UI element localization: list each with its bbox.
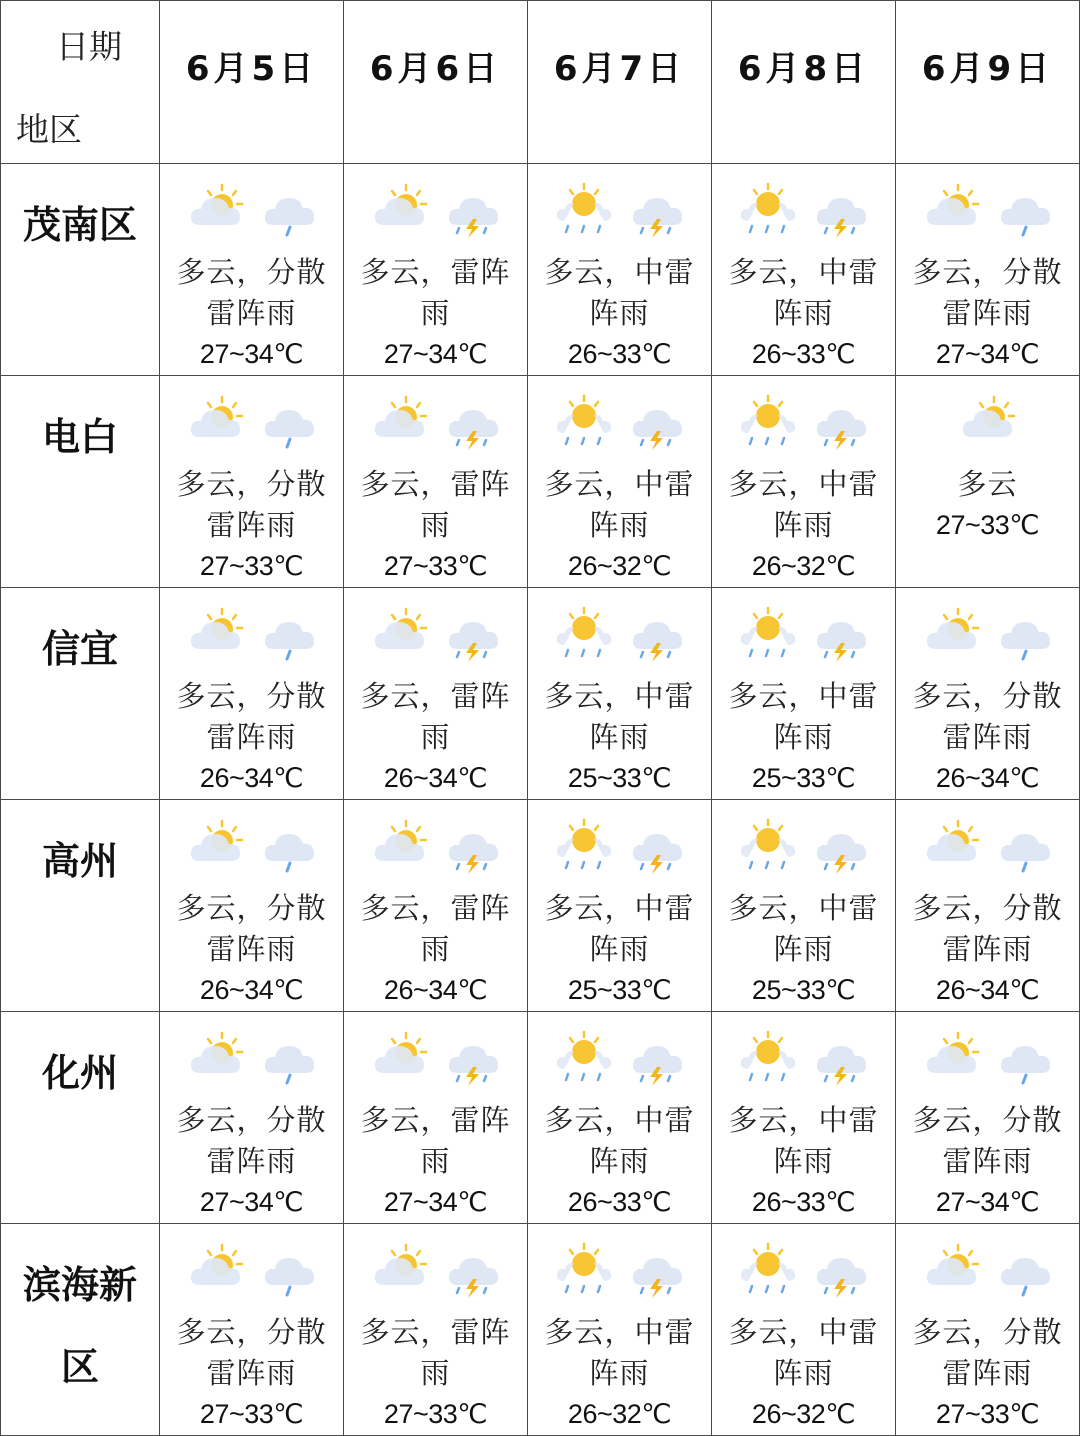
date-label: 6月8日	[737, 49, 870, 89]
partly-cloudy-icon	[922, 1029, 982, 1087]
temperature-range: 27~33℃	[383, 1399, 488, 1429]
weather-description: 多云，中雷阵雨	[544, 891, 695, 966]
date-label: 6月9日	[921, 49, 1054, 89]
temperature-range: 25~33℃	[567, 975, 672, 1005]
weather-description: 多云，分散雷阵雨	[912, 255, 1063, 330]
region-cell	[1, 1224, 160, 1436]
partly-cloudy-icon	[370, 181, 430, 239]
weather-description: 多云，中雷阵雨	[728, 679, 879, 754]
weather-description: 多云，中雷阵雨	[728, 891, 879, 966]
thunderstorm-icon	[628, 1241, 686, 1299]
forecast-cell	[344, 800, 528, 1012]
temperature-range: 26~32℃	[751, 1399, 856, 1429]
temperature-range: 26~32℃	[567, 1399, 672, 1429]
forecast-cell	[896, 1224, 1080, 1436]
forecast-cell	[528, 164, 712, 376]
weather-description: 多云	[957, 467, 1018, 501]
thunderstorm-icon	[812, 1029, 870, 1087]
temperature-range: 27~33℃	[935, 510, 1040, 540]
weather-description: 多云，雷阵雨	[360, 679, 511, 754]
weather-icons	[344, 1024, 527, 1092]
weather-icons	[344, 812, 527, 880]
weather-icons	[528, 388, 711, 456]
weather-icons	[712, 600, 895, 668]
date-header-cell	[160, 1, 344, 164]
weather-icons	[712, 812, 895, 880]
forecast-cell	[160, 1224, 344, 1436]
sun-rain-icon	[738, 605, 798, 663]
temperature-range: 26~34℃	[383, 975, 488, 1005]
rain-cloud-icon	[996, 605, 1054, 663]
thunderstorm-icon	[812, 605, 870, 663]
region-row	[1, 376, 1080, 588]
partly-cloudy-icon	[370, 605, 430, 663]
weather-description: 多云，中雷阵雨	[544, 255, 695, 330]
weather-description: 多云，分散雷阵雨	[912, 1315, 1063, 1390]
region-name: 化州	[41, 1050, 118, 1095]
weather-icons	[344, 176, 527, 244]
weather-description: 多云，中雷阵雨	[728, 255, 879, 330]
thunderstorm-icon	[444, 605, 502, 663]
weather-description: 多云，分散雷阵雨	[176, 679, 327, 754]
forecast-cell	[528, 800, 712, 1012]
weather-description: 多云，分散雷阵雨	[176, 467, 327, 542]
partly-cloudy-icon	[922, 605, 982, 663]
temperature-range: 27~34℃	[199, 339, 304, 369]
date-axis-label: 日期	[56, 27, 122, 66]
forecast-cell	[160, 376, 344, 588]
rain-cloud-icon	[260, 1241, 318, 1299]
date-header-cell	[712, 1, 896, 164]
sun-rain-icon	[738, 393, 798, 451]
temperature-range: 25~33℃	[751, 975, 856, 1005]
partly-cloudy-icon	[370, 1029, 430, 1087]
thunderstorm-icon	[812, 1241, 870, 1299]
thunderstorm-icon	[444, 393, 502, 451]
thunderstorm-icon	[628, 181, 686, 239]
region-cell	[1, 1012, 160, 1224]
date-label: 6月6日	[369, 49, 502, 89]
date-header-cell	[528, 1, 712, 164]
forecast-cell	[160, 1012, 344, 1224]
rain-cloud-icon	[996, 1241, 1054, 1299]
partly-cloudy-icon	[186, 605, 246, 663]
forecast-cell	[344, 588, 528, 800]
weather-description: 多云，雷阵雨	[360, 1315, 511, 1390]
forecast-cell	[160, 164, 344, 376]
weather-icons	[896, 1236, 1079, 1304]
temperature-range: 26~32℃	[567, 551, 672, 581]
temperature-range: 26~33℃	[567, 1187, 672, 1217]
thunderstorm-icon	[628, 605, 686, 663]
weather-icons	[160, 176, 343, 244]
weather-icons	[160, 1024, 343, 1092]
weather-icons	[160, 1236, 343, 1304]
weather-icons	[344, 388, 527, 456]
forecast-cell	[896, 1012, 1080, 1224]
thunderstorm-icon	[628, 1029, 686, 1087]
region-cell	[1, 376, 160, 588]
region-cell	[1, 800, 160, 1012]
region-axis-label: 地区	[16, 110, 82, 149]
forecast-cell	[712, 1012, 896, 1224]
partly-cloudy-icon	[186, 817, 246, 875]
region-cell	[1, 588, 160, 800]
temperature-range: 26~33℃	[751, 1187, 856, 1217]
sun-rain-icon	[738, 1029, 798, 1087]
forecast-cell	[344, 164, 528, 376]
partly-cloudy-icon	[186, 181, 246, 239]
forecast-cell	[528, 588, 712, 800]
temperature-range: 27~33℃	[199, 1399, 304, 1429]
forecast-cell	[712, 1224, 896, 1436]
thunderstorm-icon	[628, 817, 686, 875]
forecast-cell	[344, 376, 528, 588]
temperature-range: 27~34℃	[935, 1187, 1040, 1217]
forecast-cell	[896, 376, 1080, 588]
weather-icons	[528, 600, 711, 668]
weather-icons	[712, 388, 895, 456]
weather-description: 多云，中雷阵雨	[544, 1315, 695, 1390]
weather-description: 多云，分散雷阵雨	[176, 255, 327, 330]
weather-description: 多云，分散雷阵雨	[176, 891, 327, 966]
temperature-range: 27~33℃	[935, 1399, 1040, 1429]
thunderstorm-icon	[444, 817, 502, 875]
weather-icons	[160, 812, 343, 880]
temperature-range: 27~34℃	[383, 1187, 488, 1217]
weather-icons	[528, 812, 711, 880]
weather-description: 多云，雷阵雨	[360, 891, 511, 966]
partly-cloudy-icon	[186, 1241, 246, 1299]
forecast-cell	[160, 588, 344, 800]
rain-cloud-icon	[260, 393, 318, 451]
temperature-range: 25~33℃	[751, 763, 856, 793]
corner-cell	[1, 1, 160, 164]
partly-cloudy-icon	[958, 393, 1018, 451]
region-name: 信宜	[41, 626, 118, 671]
rain-cloud-icon	[996, 817, 1054, 875]
forecast-cell	[896, 800, 1080, 1012]
temperature-range: 26~33℃	[567, 339, 672, 369]
temperature-range: 26~34℃	[199, 975, 304, 1005]
weather-icons	[712, 176, 895, 244]
date-header-cell	[896, 1, 1080, 164]
sun-rain-icon	[554, 393, 614, 451]
partly-cloudy-icon	[922, 1241, 982, 1299]
sun-rain-icon	[554, 1241, 614, 1299]
partly-cloudy-icon	[186, 393, 246, 451]
sun-rain-icon	[738, 181, 798, 239]
weather-description: 多云，分散雷阵雨	[912, 891, 1063, 966]
weather-icons	[344, 1236, 527, 1304]
thunderstorm-icon	[444, 1241, 502, 1299]
weather-icons	[160, 388, 343, 456]
weather-description: 多云，中雷阵雨	[544, 467, 695, 542]
weather-description: 多云，中雷阵雨	[544, 1103, 695, 1178]
region-cell	[1, 164, 160, 376]
thunderstorm-icon	[444, 181, 502, 239]
weather-description: 多云，雷阵雨	[360, 1103, 511, 1178]
weather-description: 多云，分散雷阵雨	[176, 1103, 327, 1178]
region-row	[1, 588, 1080, 800]
weather-description: 多云，中雷阵雨	[728, 467, 879, 542]
thunderstorm-icon	[812, 393, 870, 451]
weather-icons	[160, 600, 343, 668]
weather-icons	[896, 1024, 1079, 1092]
forecast-cell	[712, 376, 896, 588]
temperature-range: 26~34℃	[935, 763, 1040, 793]
forecast-cell	[712, 588, 896, 800]
partly-cloudy-icon	[922, 817, 982, 875]
region-row	[1, 800, 1080, 1012]
sun-rain-icon	[554, 1029, 614, 1087]
weather-icons	[896, 388, 1079, 456]
region-name: 茂南区	[22, 202, 137, 247]
rain-cloud-icon	[996, 1029, 1054, 1087]
weather-description: 多云，雷阵雨	[360, 255, 511, 330]
weather-icons	[528, 1024, 711, 1092]
forecast-cell	[528, 376, 712, 588]
rain-cloud-icon	[260, 1029, 318, 1087]
weather-icons	[896, 600, 1079, 668]
temperature-range: 27~34℃	[383, 339, 488, 369]
weather-description: 多云，分散雷阵雨	[176, 1315, 327, 1390]
sun-rain-icon	[554, 817, 614, 875]
temperature-range: 27~33℃	[383, 551, 488, 581]
partly-cloudy-icon	[370, 817, 430, 875]
weather-description: 多云，中雷阵雨	[544, 679, 695, 754]
forecast-cell	[896, 588, 1080, 800]
forecast-cell	[712, 800, 896, 1012]
weather-icons	[896, 812, 1079, 880]
temperature-range: 26~34℃	[199, 763, 304, 793]
weather-description: 多云，中雷阵雨	[728, 1103, 879, 1178]
forecast-cell	[528, 1224, 712, 1436]
partly-cloudy-icon	[186, 1029, 246, 1087]
partly-cloudy-icon	[922, 181, 982, 239]
temperature-range: 26~32℃	[751, 551, 856, 581]
temperature-range: 27~34℃	[199, 1187, 304, 1217]
forecast-cell	[160, 800, 344, 1012]
rain-cloud-icon	[996, 181, 1054, 239]
temperature-range: 27~34℃	[935, 339, 1040, 369]
date-label: 6月5日	[185, 49, 318, 89]
temperature-range: 26~34℃	[935, 975, 1040, 1005]
thunderstorm-icon	[444, 1029, 502, 1087]
temperature-range: 27~33℃	[199, 551, 304, 581]
partly-cloudy-icon	[370, 393, 430, 451]
temperature-range: 25~33℃	[567, 763, 672, 793]
weather-icons	[528, 176, 711, 244]
weather-description: 多云，分散雷阵雨	[912, 679, 1063, 754]
rain-cloud-icon	[260, 181, 318, 239]
sun-rain-icon	[554, 605, 614, 663]
rain-cloud-icon	[260, 605, 318, 663]
region-row	[1, 1012, 1080, 1224]
temperature-range: 26~33℃	[751, 339, 856, 369]
sun-rain-icon	[554, 181, 614, 239]
forecast-cell	[528, 1012, 712, 1224]
date-header-cell	[344, 1, 528, 164]
forecast-cell	[344, 1224, 528, 1436]
region-name: 滨海新区	[22, 1262, 137, 1389]
sun-rain-icon	[738, 817, 798, 875]
weather-description: 多云，分散雷阵雨	[912, 1103, 1063, 1178]
rain-cloud-icon	[260, 817, 318, 875]
temperature-range: 26~34℃	[383, 763, 488, 793]
forecast-cell	[896, 164, 1080, 376]
region-name: 高州	[41, 838, 118, 883]
weather-description: 多云，雷阵雨	[360, 467, 511, 542]
thunderstorm-icon	[812, 181, 870, 239]
region-name: 电白	[41, 414, 118, 459]
sun-rain-icon	[738, 1241, 798, 1299]
thunderstorm-icon	[628, 393, 686, 451]
weather-description: 多云，中雷阵雨	[728, 1315, 879, 1390]
weather-icons	[528, 1236, 711, 1304]
region-row	[1, 164, 1080, 376]
forecast-cell	[712, 164, 896, 376]
header-row	[1, 1, 1080, 164]
partly-cloudy-icon	[370, 1241, 430, 1299]
forecast-cell	[344, 1012, 528, 1224]
date-label: 6月7日	[553, 49, 686, 89]
weather-icons	[712, 1236, 895, 1304]
weather-icons	[896, 176, 1079, 244]
region-row	[1, 1224, 1080, 1436]
weather-icons	[712, 1024, 895, 1092]
thunderstorm-icon	[812, 817, 870, 875]
weather-icons	[344, 600, 527, 668]
